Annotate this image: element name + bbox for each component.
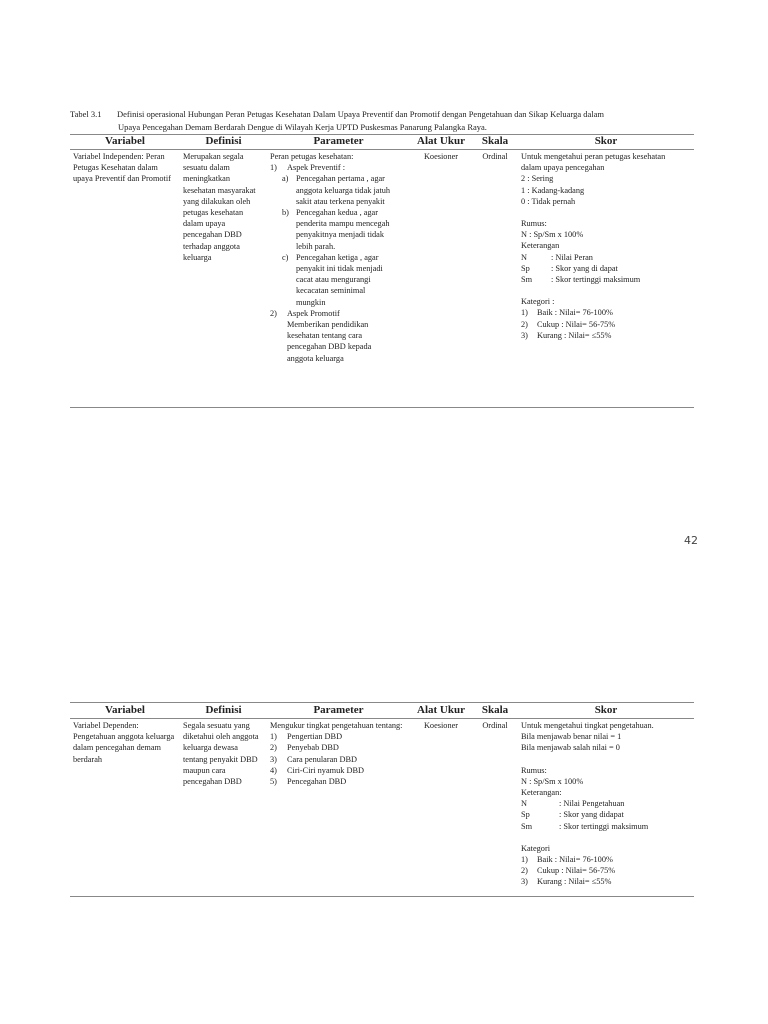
list-marker: b) bbox=[282, 208, 289, 218]
parameter-intro: Mengukur tingkat pengetahuan tentang: bbox=[270, 721, 403, 730]
caption-number: Tabel 3.1 bbox=[70, 109, 102, 119]
cell-skor bbox=[518, 150, 694, 408]
header-definisi: Definisi bbox=[180, 135, 267, 150]
aspect-label: Aspek Promotif bbox=[287, 308, 340, 318]
list-item: 2) Cukup : Nilai= 56-75% bbox=[521, 866, 616, 876]
header-skor: Skor bbox=[518, 703, 694, 719]
cell-skala: Ordinal bbox=[472, 150, 518, 408]
parameter-sublist bbox=[270, 173, 407, 307]
rumus-formula: N : Sp/Sm x 100% bbox=[521, 776, 584, 786]
list-marker: 1) bbox=[270, 163, 277, 173]
header-variabel: Variabel bbox=[70, 135, 180, 150]
list-item bbox=[270, 162, 407, 173]
parameter-intro: Peran petugas kesehatan: bbox=[270, 152, 354, 161]
list-marker: 2) bbox=[270, 308, 277, 318]
caption-line-1: Definisi operasional Hubungan Peran Petugas Kesehatan Dalam Upaya Preventif dan Promotif dengan Pengetahuan dan Sikap Keluarga dalam bbox=[117, 109, 605, 119]
keterangan-item: N : Nilai Peran bbox=[521, 252, 593, 262]
skor-value: 2 : Sering bbox=[521, 174, 554, 184]
parameter-list bbox=[270, 162, 407, 173]
aspect-text: Memberikan pendidikan kesehatan tentang cara pencegahan DBD kepada anggota keluarga bbox=[287, 320, 372, 363]
keterangan-item: N : Nilai Pengetahuan bbox=[521, 799, 625, 809]
cell-definisi: Segala sesuatu yang diketahui oleh anggota keluarga dewasa tentang penyakit DBD maupun cara pencegahan DBD bbox=[180, 719, 267, 897]
skor-value: Bila menjawab salah nilai = 0 bbox=[521, 743, 620, 753]
list-marker: a) bbox=[282, 174, 289, 184]
cell-definisi: Merupakan segala sesuatu dalam meningkatkan kesehatan masyarakat yang dilakukan oleh petugas kesehatan dalam upaya pencegahan DBD terhadap anggota keluarga bbox=[180, 150, 267, 408]
keterangan-label: Keterangan: bbox=[521, 788, 562, 798]
list-item: 3) Cara penularan DBD bbox=[270, 754, 358, 764]
header-skor: Skor bbox=[518, 135, 694, 150]
header-parameter: Parameter bbox=[267, 703, 410, 719]
header-parameter: Parameter bbox=[267, 135, 410, 150]
cell-variabel: Variabel Dependen: Pengetahuan anggota keluarga dalam pencegahan demam berdarah bbox=[70, 719, 180, 897]
table-header-row bbox=[70, 135, 694, 150]
caption-line-2: Upaya Pencegahan Demam Berdarah Dengue di Wilayah Kerja UPTD Puskesmas Panarung Palangka Raya. bbox=[118, 122, 487, 132]
page-number: 42 bbox=[684, 534, 698, 547]
list-item bbox=[270, 308, 407, 364]
aspect-label: Aspek Preventif : bbox=[287, 163, 346, 173]
kategori-list bbox=[521, 307, 691, 341]
list-item: 1) Pengertian DBD bbox=[270, 732, 343, 742]
list-item: 5) Pencegahan DBD bbox=[270, 777, 347, 787]
keterangan-label: Keterangan bbox=[521, 241, 560, 251]
list-item: 3) Kurang : Nilai= ≤55% bbox=[521, 330, 612, 340]
skor-intro: Untuk mengetahui peran petugas kesehatan dalam upaya pencegahan bbox=[521, 152, 666, 173]
list-text: Pencegahan pertama , agar anggota keluarga tidak jatuh sakit atau terkena penyakit bbox=[296, 174, 391, 206]
cell-parameter bbox=[267, 150, 410, 408]
cell-skor bbox=[518, 719, 694, 897]
list-text: Pencegahan kedua , agar penderita mampu mencegah penyakitnya menjadi tidak lebih parah. bbox=[296, 208, 390, 251]
skor-value: 0 : Tidak pernah bbox=[521, 196, 576, 206]
keterangan-item: Sm : Skor tertinggi maksimum bbox=[521, 275, 641, 285]
operational-definition-table-2 bbox=[70, 702, 694, 897]
cell-parameter bbox=[267, 719, 410, 897]
kategori-list bbox=[521, 854, 691, 888]
list-item bbox=[270, 207, 407, 252]
keterangan-item: Sp : Skor yang didapat bbox=[521, 810, 624, 820]
table-row bbox=[70, 719, 694, 897]
list-item: 4) Ciri-Ciri nyamuk DBD bbox=[270, 765, 364, 775]
header-variabel: Variabel bbox=[70, 703, 180, 719]
list-item: 1) Baik : Nilai= 76-100% bbox=[521, 308, 613, 318]
operational-definition-table-1 bbox=[70, 134, 694, 408]
header-skala: Skala bbox=[472, 135, 518, 150]
cell-alat-ukur: Koesioner bbox=[410, 719, 472, 897]
table-header-row bbox=[70, 703, 694, 719]
kategori-label: Kategori : bbox=[521, 297, 555, 307]
list-item: 1) Baik : Nilai= 76-100% bbox=[521, 855, 613, 865]
list-item: 2) Penyebab DBD bbox=[270, 743, 339, 753]
parameter-list bbox=[270, 731, 407, 787]
list-text: Pencegahan ketiga , agar penyakit ini tidak menjadi cacat atau mengurangi kecacatan seminimal mungkin bbox=[296, 252, 383, 307]
kategori-label: Kategori bbox=[521, 843, 551, 853]
list-item: 2) Cukup : Nilai= 56-75% bbox=[521, 319, 616, 329]
keterangan-item: Sp : Skor yang di dapat bbox=[521, 263, 618, 273]
keterangan-item: Sm : Skor tertinggi maksimum bbox=[521, 821, 649, 831]
skor-value: 1 : Kadang-kadang bbox=[521, 185, 585, 195]
cell-variabel: Variabel Independen: Peran Petugas Kesehatan dalam upaya Preventif dan Promotif bbox=[70, 150, 180, 408]
skor-value: Bila menjawab benar nilai = 1 bbox=[521, 732, 622, 742]
rumus-formula: N : Sp/Sm x 100% bbox=[521, 230, 584, 240]
skor-intro: Untuk mengetahui tingkat pengetahuan. bbox=[521, 721, 654, 730]
rumus-label: Rumus: bbox=[521, 219, 547, 229]
header-definisi: Definisi bbox=[180, 703, 267, 719]
header-alat-ukur: Alat Ukur bbox=[410, 703, 472, 719]
list-item: 3) Kurang : Nilai= ≤55% bbox=[521, 877, 612, 887]
cell-alat-ukur: Koesioner bbox=[410, 150, 472, 408]
list-item bbox=[270, 173, 407, 207]
table-row bbox=[70, 150, 694, 408]
list-marker: c) bbox=[282, 252, 289, 262]
header-skala: Skala bbox=[472, 703, 518, 719]
list-item bbox=[270, 252, 407, 308]
cell-skala: Ordinal bbox=[472, 719, 518, 897]
table-caption bbox=[70, 108, 695, 134]
rumus-label: Rumus: bbox=[521, 765, 547, 775]
header-alat-ukur: Alat Ukur bbox=[410, 135, 472, 150]
parameter-list bbox=[270, 308, 407, 364]
